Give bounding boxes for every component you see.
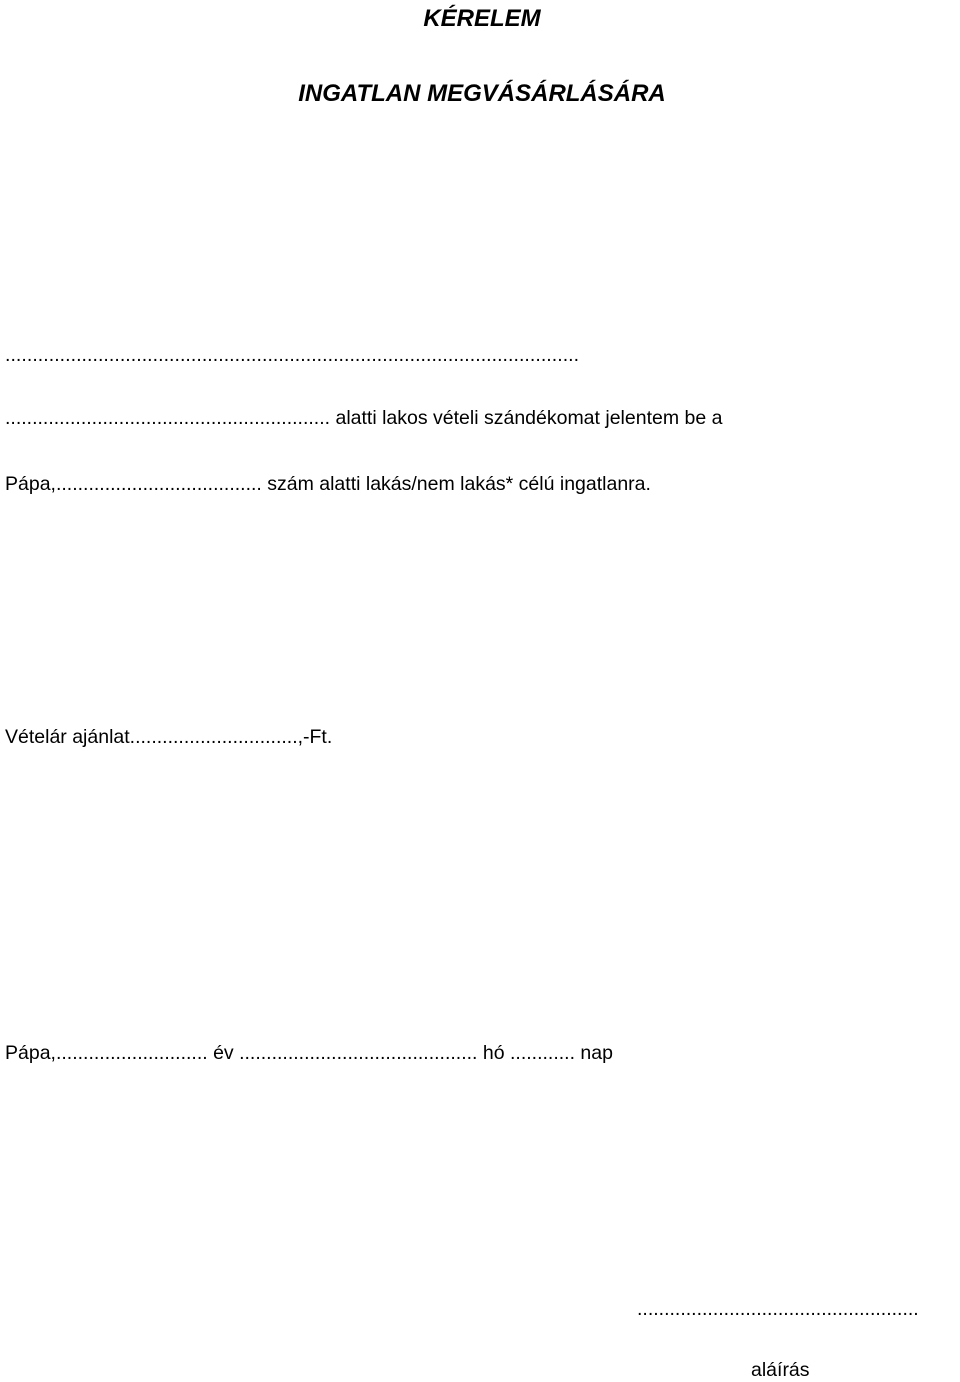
- document-title: KÉRELEM: [423, 5, 541, 32]
- property-address-line: Pápa,...................................... szám alatti lakás/nem lakás* célú ingatlanra.: [5, 473, 651, 495]
- signature-label: aláírás: [751, 1359, 810, 1381]
- applicant-name-field: .........................................................................................................: [5, 344, 580, 366]
- applicant-residence-line: ............................................................ alatti lakos vételi szándékomat jelentem be a: [5, 407, 723, 429]
- price-offer-line: Vételár ajánlat...............................,-Ft.: [5, 726, 333, 748]
- document-subtitle: INGATLAN MEGVÁSÁRLÁSÁRA: [298, 80, 666, 107]
- signature-line: ....................................................: [637, 1298, 919, 1320]
- date-line: Pápa,............................ év ............................................ hó ............ nap: [5, 1042, 613, 1064]
